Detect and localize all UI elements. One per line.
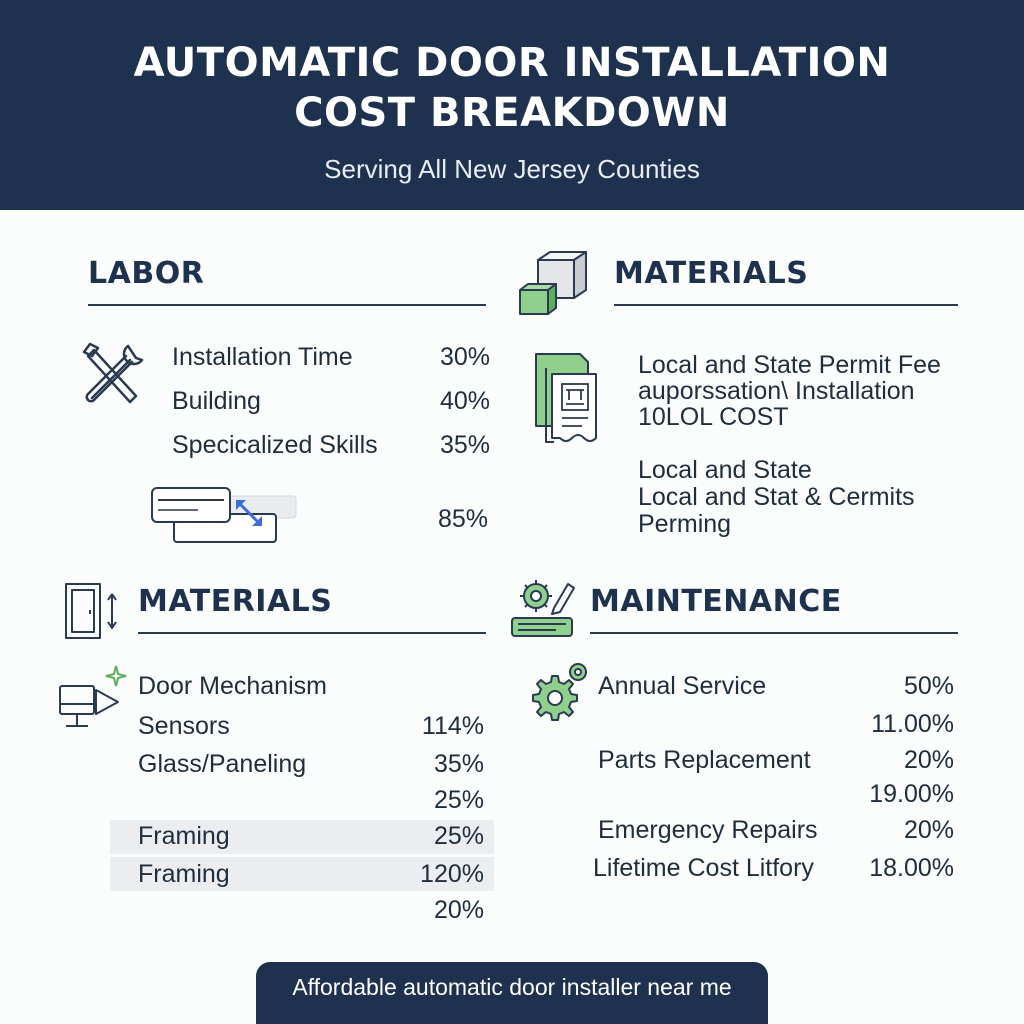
material-item-value: 35% xyxy=(433,750,484,778)
permit-fee-text xyxy=(638,352,941,430)
labor-item-value: 40% xyxy=(439,387,490,415)
gear-pencil-icon xyxy=(508,574,578,644)
maintenance-item-value: 20% xyxy=(903,746,954,774)
keycard-reader-icon xyxy=(148,480,298,546)
text-line: Perming xyxy=(638,510,732,538)
labor-item-label: Installation Time xyxy=(172,343,353,371)
labor-item-value: 30% xyxy=(439,343,490,371)
permits-text xyxy=(638,457,915,538)
maintenance-item-value: 11.00% xyxy=(871,710,954,738)
title-line-1: AUTOMATIC DOOR INSTALLATION xyxy=(133,40,891,86)
footer-banner xyxy=(256,962,768,1024)
labor-section-title: LABOR xyxy=(88,256,205,291)
maintenance-item-value: 50% xyxy=(903,672,954,700)
materials-bottom-divider xyxy=(138,632,486,634)
materials-bottom-section-title: MATERIALS xyxy=(138,584,333,619)
text-line: 10LOL COST xyxy=(638,403,789,431)
material-item-value: 25% xyxy=(433,786,484,814)
material-item-label: Door Mechanism xyxy=(138,672,327,700)
material-item-label: Sensors xyxy=(138,712,230,740)
labor-item-value: 35% xyxy=(439,431,490,459)
material-item-value: 25% xyxy=(433,822,484,850)
header-banner xyxy=(0,0,1024,210)
text-line: auporssation\ Installation xyxy=(638,377,915,405)
maintenance-item-value: 20% xyxy=(903,816,954,844)
labor-total-value: 85% xyxy=(437,505,488,533)
subtitle: Serving All New Jersey Counties xyxy=(324,154,700,184)
maintenance-section-title: MAINTENANCE xyxy=(590,584,842,619)
footer-text: Affordable automatic door installer near me xyxy=(292,974,732,1000)
maintenance-item-label: Emergency Repairs xyxy=(598,816,818,844)
maintenance-item-label: Parts Replacement xyxy=(598,746,811,774)
material-item-label: Framing xyxy=(138,822,230,850)
boxes-icon xyxy=(516,250,590,318)
material-item-value: 120% xyxy=(420,860,484,888)
materials-top-divider xyxy=(614,304,958,306)
labor-divider xyxy=(88,304,486,306)
maintenance-item-value: 18.00% xyxy=(869,854,954,882)
labor-item-label: Specicalized Skills xyxy=(172,431,378,459)
maintenance-item-value: 19.00% xyxy=(869,780,954,808)
title-line-2: COST BREAKDOWN xyxy=(294,90,730,136)
text-line: Local and State Permit Fee xyxy=(638,351,941,379)
sensor-monitor-icon xyxy=(54,664,130,734)
maintenance-divider xyxy=(590,632,958,634)
labor-item-label: Building xyxy=(172,387,261,415)
material-item-label: Framing xyxy=(138,860,230,888)
text-line: Local and State xyxy=(638,456,812,484)
tools-icon xyxy=(78,338,152,412)
door-icon xyxy=(62,580,124,640)
material-item-label: Glass/Paneling xyxy=(138,750,307,778)
material-item-value: 20% xyxy=(433,896,484,924)
maintenance-item-label: Annual Service xyxy=(598,672,767,700)
materials-top-section-title: MATERIALS xyxy=(614,256,809,291)
text-line: Local and Stat & Cermits xyxy=(638,483,915,511)
page-title xyxy=(0,38,1024,138)
maintenance-item-label: Lifetime Cost Litfory xyxy=(593,854,814,882)
gears-icon xyxy=(524,658,594,730)
permit-document-icon xyxy=(532,348,604,446)
material-item-value: 114% xyxy=(421,712,484,740)
